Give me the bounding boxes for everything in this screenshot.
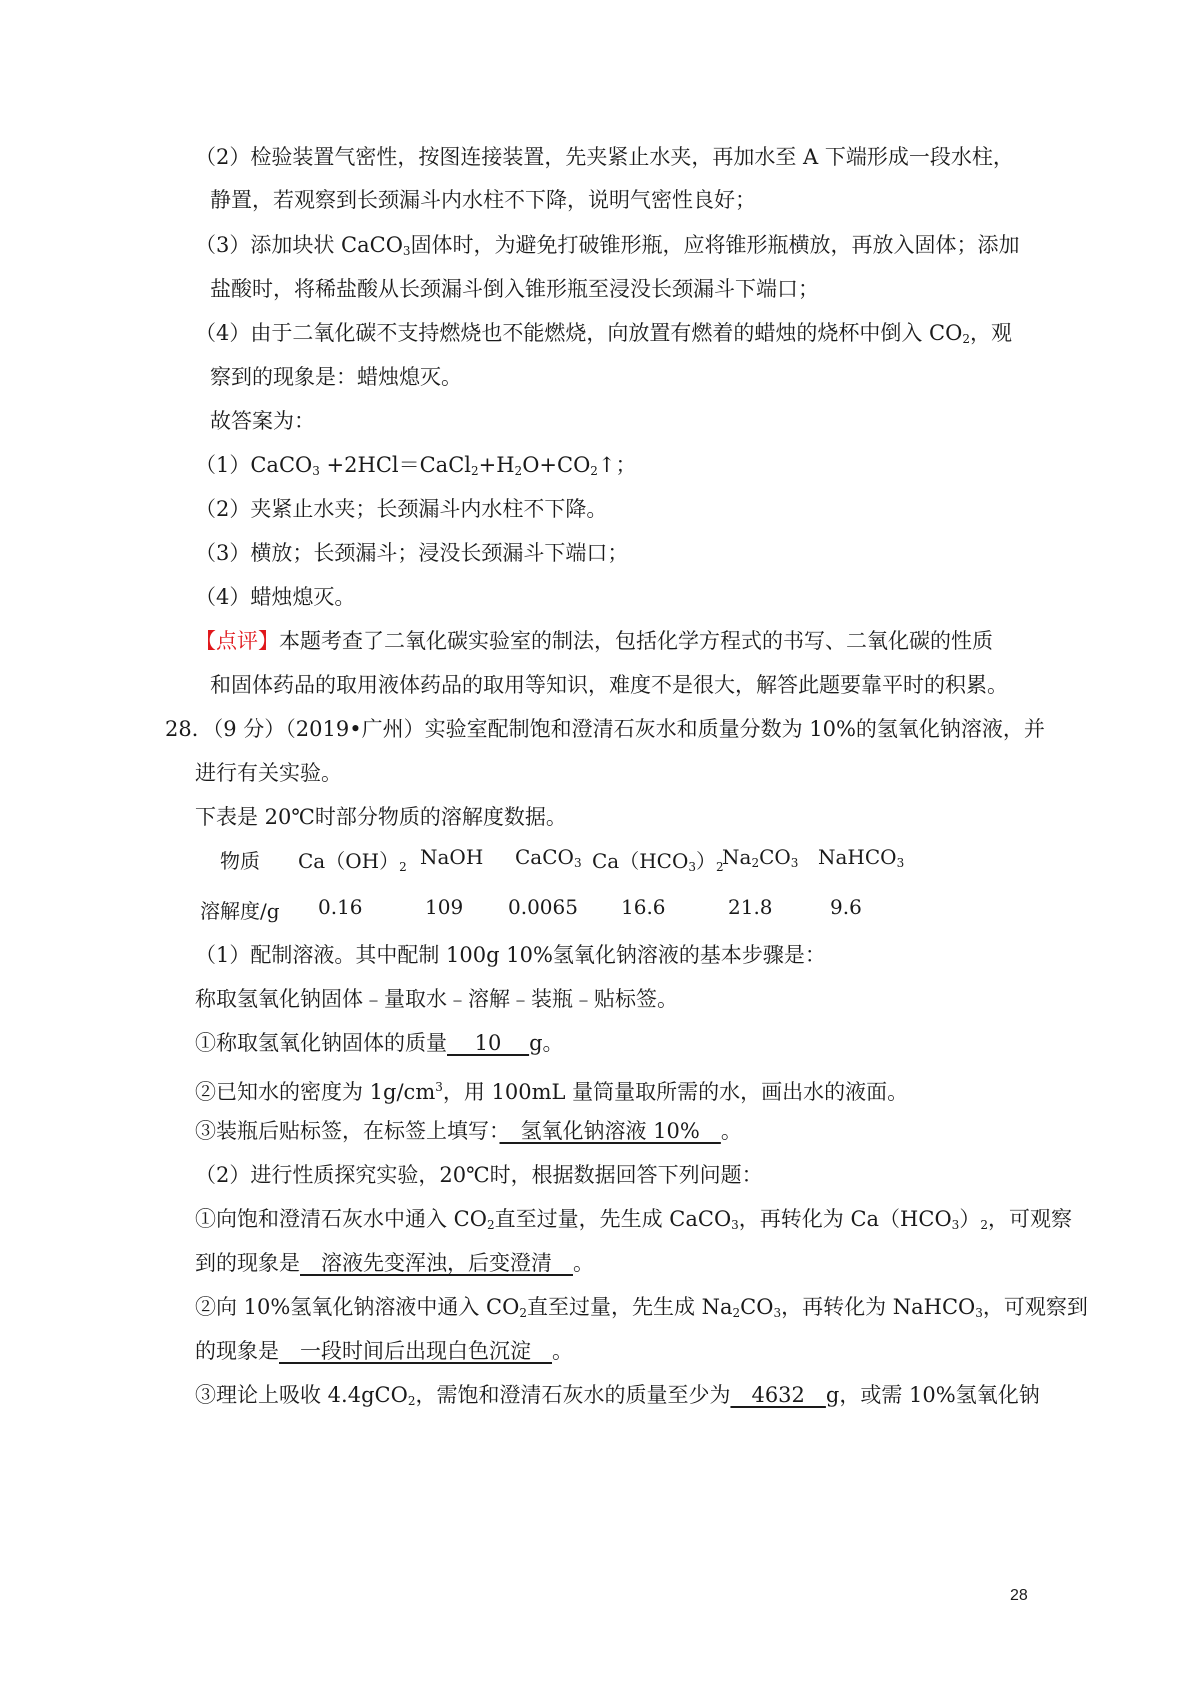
text-line: ①向饱和澄清石灰水中通入 $CO_2$直至过量，先生成 CaCO$_3$，再转化为 $Ca(HCO_3)_2$，可观察 [195, 1207, 1072, 1232]
table-cell: 9.6 [830, 895, 862, 919]
table-header: $Ca(OH)_2$ [298, 849, 407, 874]
text-line: 到的现象是 溶液先变浑浊，后变澄清 。 [195, 1251, 594, 1275]
table-cell: 109 [425, 895, 464, 919]
table-cell: 16.6 [621, 895, 666, 919]
table-cell: 21.8 [728, 895, 773, 919]
table-header: $Ca(HCO_3)_2$ [592, 849, 724, 874]
comment-line: 和固体药品的取用液体药品的取用等知识，难度不是很大，解答此题要靠平时的积累。 [210, 673, 1008, 697]
answer-blank: 氢氧化钠溶液 10% [499, 1119, 721, 1143]
comment-line: 【点评】本题考查了二氧化碳实验室的制法，包括化学方程式的书写、二氧化碳的性质 [195, 629, 993, 653]
table-cell: 0.16 [318, 895, 363, 919]
text-line: ③理论上吸收 4.4gCO$_2$，需饱和澄清石灰水的质量至少为 4632 g，或需 10%氢氧化钠 [195, 1383, 1040, 1408]
text-line: ②已知水的密度为 $1g/cm^3$，用 100mL 量筒量取所需的水，画出水的液面。 [195, 1080, 909, 1104]
text-line: ③装瓶后贴标签，在标签上填写： 氢氧化钠溶液 10% 。 [195, 1119, 742, 1143]
text-line: ②向 10%氢氧化钠溶液中通入 $CO_2$直至过量，先生成 $Na_2CO_3$，再转化为 NaHCO$_3$，可观察到 [195, 1295, 1088, 1320]
question-title: 28．（9 分）（2019•广州）实验室配制饱和澄清石灰水和质量分数为 10%的氢氧化钠溶液，并 [165, 717, 1045, 741]
text-line: 下表是 20℃时部分物质的溶解度数据。 [195, 805, 567, 829]
answer-line: （4）蜡烛熄灭。 [195, 585, 356, 609]
table-row-label: 溶解度/g [200, 899, 280, 923]
text-line: 称取氢氧化钠固体﹣量取水﹣溶解﹣装瓶﹣贴标签。 [195, 987, 678, 1011]
answer-blank: 溶液先变浑浊，后变澄清 [300, 1251, 573, 1275]
text-line: 故答案为： [210, 409, 315, 433]
comment-tag: 【点评】 [195, 629, 279, 653]
table-header: NaOH [420, 845, 484, 869]
table-header: 物质 [220, 849, 260, 873]
text-line: 进行有关实验。 [195, 761, 342, 785]
text-line: 的现象是 一段时间后出现白色沉淀 。 [195, 1339, 573, 1363]
text-line: 静置，若观察到长颈漏斗内水柱不下降，说明气密性良好； [210, 188, 756, 212]
text-line: （3）添加块状 CaCO$_3$固体时，为避免打破锥形瓶，应将锥形瓶横放，再放入固体；添加 [195, 233, 1020, 258]
text-line: （2）进行性质探究实验，20℃时，根据数据回答下列问题： [195, 1163, 763, 1187]
text-line: （2）检验装置气密性，按图连接装置，先夹紧止水夹，再加水至 A 下端形成一段水柱， [195, 145, 1014, 169]
answer-line: （2）夹紧止水夹；长颈漏斗内水柱不下降。 [195, 497, 608, 521]
table-header: NaHCO$_3$ [818, 845, 905, 870]
table-header: $Na_2CO_3$ [722, 845, 799, 870]
answer-blank: 10 [447, 1031, 530, 1055]
text-line: 察到的现象是：蜡烛熄灭。 [210, 365, 462, 389]
table-cell: 0.0065 [508, 895, 578, 919]
text-line: （4）由于二氧化碳不支持燃烧也不能燃烧，向放置有燃着的蜡烛的烧杯中倒入 $CO_2$，观 [195, 321, 1012, 346]
text-line: ①称取氢氧化钠固体的质量 10 g。 [195, 1031, 564, 1055]
answer-line: （3）横放；长颈漏斗；浸没长颈漏斗下端口； [195, 541, 629, 565]
table-header: CaCO$_3$ [515, 845, 582, 870]
page-number: 28 [1010, 1587, 1028, 1604]
text-line: 盐酸时，将稀盐酸从长颈漏斗倒入锥形瓶至浸没长颈漏斗下端口； [210, 277, 819, 301]
answer-blank: 4632 [730, 1383, 826, 1407]
text-line: （1）配制溶液。其中配制 100g 10%氢氧化钠溶液的基本步骤是： [195, 943, 826, 967]
answer-line: （1）CaCO$_3$ $+2HCl=CaCl_2+H_2O+CO_2↑$； [195, 453, 637, 478]
answer-blank: 一段时间后出现白色沉淀 [279, 1339, 552, 1363]
